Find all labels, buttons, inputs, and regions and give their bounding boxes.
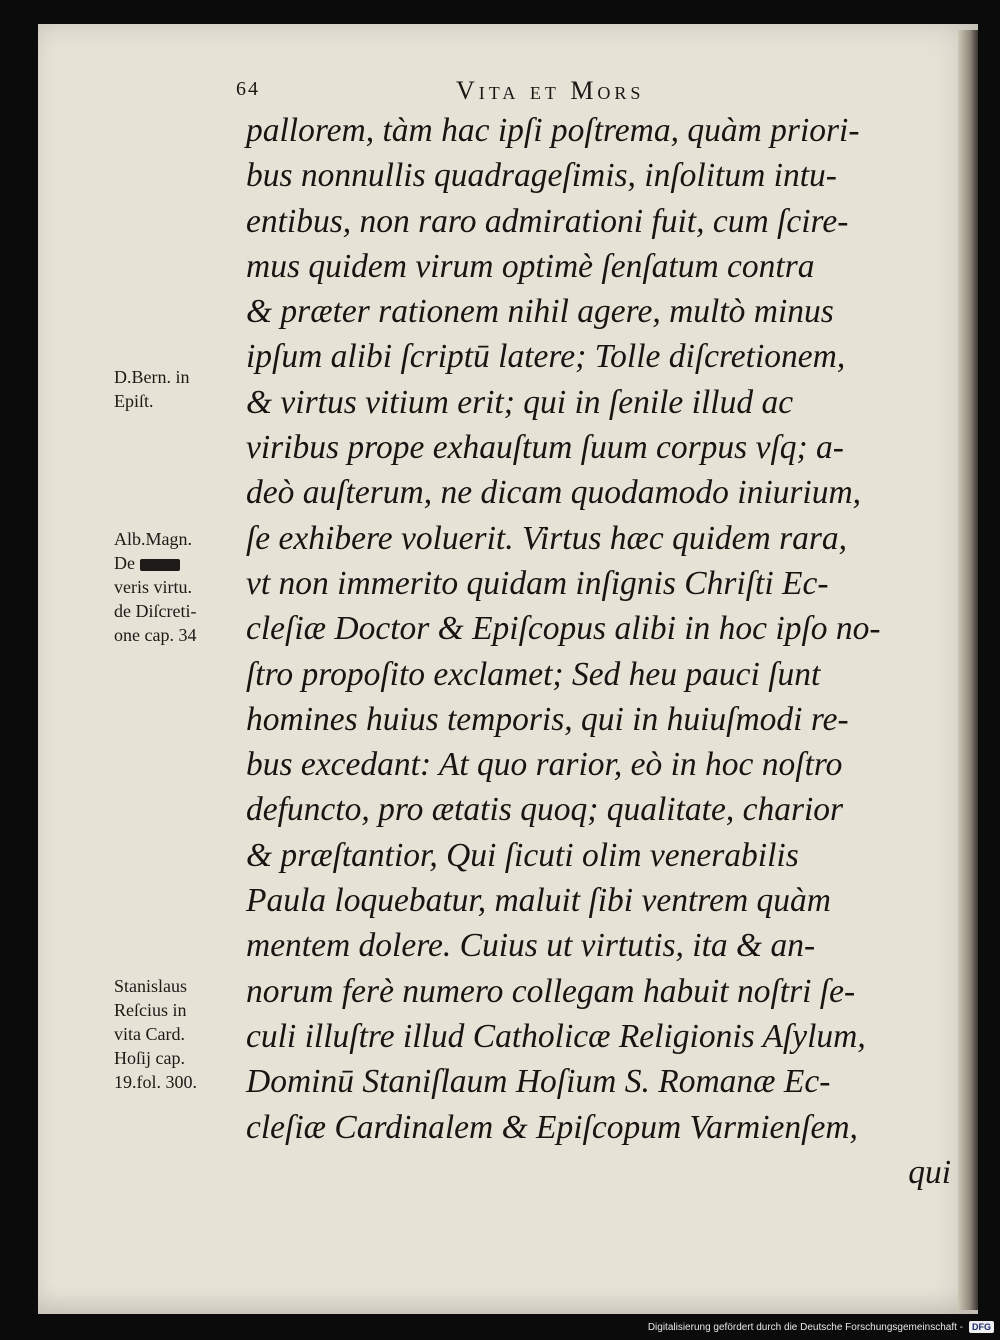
text-line: entibus, non raro admirationi fuit, cum ſcire- <box>246 202 849 240</box>
text-line: norum ferè numero collegam habuit noſtri ſe- <box>246 972 856 1010</box>
text-line: mentem dolere. Cuius ut virtutis, ita & an- <box>246 927 816 965</box>
margin-note-line: vita Card. <box>114 1024 185 1044</box>
page-edge-shadow <box>958 30 978 1310</box>
footer-text: Digitalisierung gefördert durch die Deutsche Forschungsgemeinschaft - <box>647 1321 963 1333</box>
margin-note-word: De <box>114 553 135 573</box>
margin-note-line: Alb.Magn. <box>114 529 192 549</box>
page-number: 64 <box>236 78 260 100</box>
margin-note-line: veris virtu. <box>114 577 192 597</box>
margin-note-line: 19.fol. 300. <box>114 1072 197 1092</box>
text-line: mus quidem virum optimè ſenſatum contra <box>246 247 815 285</box>
margin-note-line: Hoſij cap. <box>114 1048 185 1068</box>
margin-note-line: Epiſt. <box>114 391 154 411</box>
margin-note-line: Reſcius in <box>114 1000 187 1020</box>
margin-note-line: Stanislaus <box>114 976 188 996</box>
digitization-footer <box>648 1318 994 1336</box>
text-line: cleſiæ Cardinalem & Epiſcopum Varmienſem, <box>246 1108 858 1146</box>
book-page <box>38 24 978 1314</box>
text-line: Dominū Staniſlaum Hoſium S. Romanæ Ec- <box>246 1063 831 1101</box>
ink-blot-redaction <box>140 559 180 571</box>
text-line: cleſiæ Doctor & Epiſcopus alibi in hoc ipſo no- <box>246 610 881 648</box>
text-line: defuncto, pro ætatis quoq; qualitate, charior <box>246 791 844 829</box>
text-line: homines huius temporis, qui in huiuſmodi re- <box>246 700 849 738</box>
text-line: & virtus vitium erit; qui in ſenile illud ac <box>246 383 794 421</box>
text-line: ſe exhibere voluerit. Virtus hæc quidem rara, <box>246 519 848 557</box>
margin-note-line: one cap. 34 <box>114 625 197 645</box>
text-line: Paula loquebatur, maluit ſibi ventrem quàm <box>246 882 831 920</box>
text-line: deò auſterum, ne dicam quodamodo iniurium, <box>246 474 862 512</box>
text-line: pallorem, tàm hac ipſi poſtrema, quàm priori- <box>246 112 860 149</box>
text-line: bus nonnullis quadrageſimis, inſolitum intu- <box>246 157 837 195</box>
margin-note-line: de Diſcreti- <box>114 601 197 621</box>
body-text <box>246 108 951 1195</box>
text-line: ipſum alibi ſcriptū latere; Tolle diſcretionem, <box>246 338 846 376</box>
text-line: & præter rationem nihil agere, multò minus <box>246 293 834 331</box>
text-line: culi illuſtre illud Catholicæ Religionis Aſylum, <box>246 1017 866 1055</box>
text-line: vt non immerito quidam inſignis Chriſti Ec- <box>246 564 829 602</box>
dfg-logo: DFG <box>969 1321 994 1333</box>
text-line: bus excedant: At quo rarior, eò in hoc noſtro <box>246 746 843 784</box>
text-line: viribus prope exhauſtum ſuum corpus vſq; a- <box>246 429 844 467</box>
catchword: qui <box>908 1153 951 1191</box>
text-line: & præſtantior, Qui ſicuti olim venerabilis <box>246 836 799 874</box>
text-line: ſtro propoſito exclamet; Sed heu pauci ſunt <box>246 655 821 693</box>
margin-note-line: D.Bern. in <box>114 367 190 387</box>
running-title: Vita et Mors <box>456 76 645 105</box>
